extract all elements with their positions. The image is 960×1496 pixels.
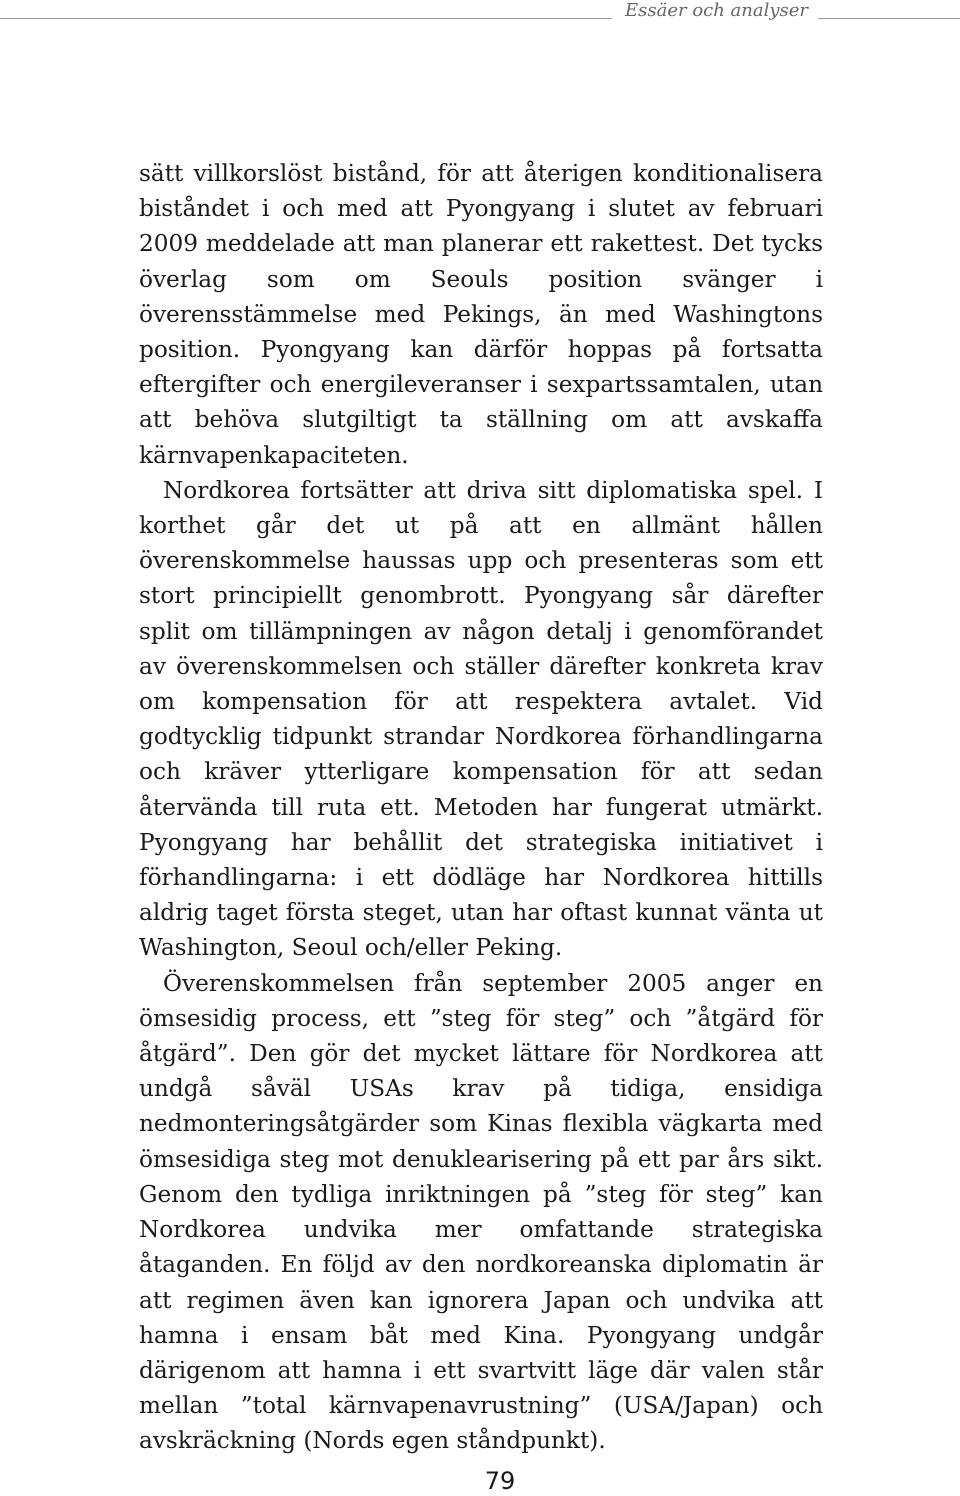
running-header	[0, 0, 960, 24]
header-rule-left	[0, 18, 612, 19]
paragraph: sätt villkorslöst bistånd, för att återigen konditionalisera biståndet i och med att Pyongyang i slutet av februari 2009 meddelade att man planerar ett rakettest. Det tycks överlag som om Seouls position svänger i överensstämmelse med Pekings, än med Washingtons position. Pyongyang kan därför hoppas på fortsatta eftergifter och energileveranser i sexpartssamtalen, utan att behöva slutgiltigt ta ställning om att avskaffa kärnvapenkapaciteten.	[139, 160, 823, 469]
body-text	[139, 156, 823, 1459]
paragraph: Överenskommelsen från september 2005 anger en ömsesidig process, ett ”steg för steg” och ”åtgärd för åtgärd”. Den gör det mycket lättare för Nordkorea att undgå såväl USAs krav på tidiga, ensidiga nedmonteringsåtgärder som Kinas flexibla vägkarta med ömsesidiga steg mot denuklearisering på ett par års sikt. Genom den tydliga inriktningen på ”steg för steg” kan Nordkorea undvika mer omfattande strategiska åtaganden. En följd av den nordkoreanska diplomatin är att regimen även kan ignorera Japan och undvika att hamna i ensam båt med Kina. Pyongyang undgår därigenom att hamna i ett svartvitt läge där valen står mellan ”total kärnvapenavrustning” (USA/Japan) och avskräckning (Nords egen ståndpunkt).	[139, 969, 823, 1455]
page-number: 79	[484, 1467, 516, 1495]
paragraph: Nordkorea fortsätter att driva sitt diplomatiska spel. I korthet går det ut på att en allmänt hållen överenskommelse haussas upp och presenteras som ett stort principiellt genombrott. Pyongyang sår därefter split om tillämpningen av någon detalj i genomförandet av överenskommelsen och ställer därefter konkreta krav om kompensation för att respektera avtalet. Vid godtycklig tidpunkt strandar Nordkorea förhandlingarna och kräver ytterligare kompensation för att sedan återvända till ruta ett. Metoden har fungerat utmärkt. Pyongyang har behållit det strategiska initiativet i förhandlingarna: i ett dödläge har Nordkorea hittills aldrig taget första steget, utan har oftast kunnat vänta ut Washington, Seoul och/eller Peking.	[139, 476, 823, 962]
section-title: Essäer och analyser	[625, 0, 809, 21]
header-rule-right	[818, 18, 960, 19]
